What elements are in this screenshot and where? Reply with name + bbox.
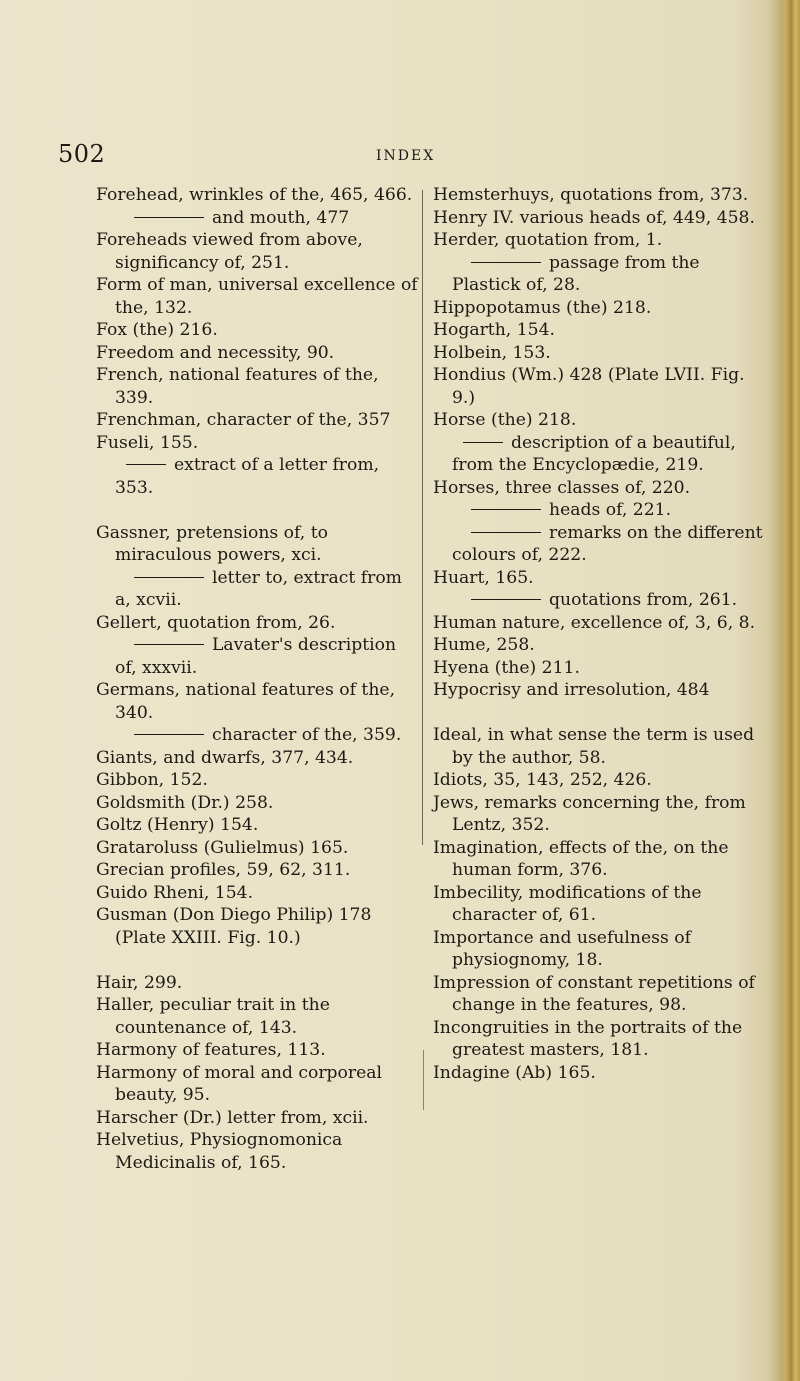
index-subentry [96,207,421,230]
index-subentry [433,252,773,297]
index-subentry [433,589,773,612]
entry-text: Helvetius, Physiognomonica Medicinalis of, 165. [96,1130,343,1173]
index-subentry [96,724,421,747]
ditto-rule [134,217,204,218]
ditto-rule [134,577,204,578]
entry-text: Goltz (Henry) 154. [96,815,259,835]
column-divider [422,190,423,845]
entry-text: Imagination, effects of the, on the human form, 376. [433,837,729,880]
index-entry [433,364,773,409]
index-entry [433,792,773,837]
index-entry [433,769,773,792]
entry-text: Incongruities in the portraits of the greatest masters, 181. [433,1017,743,1060]
entry-text: Hyena (the) 211. [433,657,580,678]
index-entry [433,972,773,1017]
index-entry [433,634,773,657]
section-gap [96,949,421,972]
entry-text: letter to, extract from a, xcvii. [115,567,402,610]
index-entry [433,612,773,635]
column-divider-lower [423,1050,424,1110]
index-entry [433,724,773,769]
entry-text: remarks on the different colours of, 222. [452,522,763,565]
index-entry [433,1062,773,1085]
entry-text: Form of man, universal excellence of the, 132. [96,275,418,318]
entry-text: Grecian profiles, 59, 62, 311. [96,860,351,880]
ditto-rule [471,509,541,510]
index-entry [433,882,773,927]
entry-text: Guido Rheni, 154. [96,882,254,903]
index-entry [433,477,773,500]
right-index-column [427,184,773,1084]
index-entry [96,882,421,905]
entry-text: extract of a letter from, 353. [115,455,380,498]
entry-text: Idiots, 35, 143, 252, 426. [433,770,652,790]
index-entry [96,409,421,432]
entry-text: Hondius (Wm.) 428 (Plate LVII. Fig. 9.) [433,365,745,408]
entry-text: Forehead, wrinkles of the, 465, 466. [96,185,413,205]
ditto-rule [471,532,541,533]
ditto-rule [134,734,204,735]
entry-text: Freedom and necessity, 90. [96,342,335,363]
index-entry [433,567,773,590]
ditto-rule [134,644,204,645]
index-subentry [96,567,421,612]
index-subentry [96,634,421,679]
running-head: INDEX [376,148,436,164]
index-entry [433,837,773,882]
index-entry [433,319,773,342]
entry-text: Harmony of features, 113. [96,1040,326,1060]
entry-text: Impression of constant repetitions of change in the features, 98. [433,972,755,1015]
index-subentry [433,432,773,477]
index-subentry [433,522,773,567]
index-entry [96,274,421,319]
entry-text: Indagine (Ab) 165. [433,1062,596,1083]
entry-text: Human nature, excellence of, 3, 6, 8. [433,612,756,633]
ditto-rule [471,599,541,600]
page-number: 502 [58,140,106,168]
entry-text: Goldsmith (Dr.) 258. [96,792,274,813]
entry-text: Hippopotamus (the) 218. [433,297,652,318]
index-entry [433,342,773,365]
index-entry [96,612,421,635]
index-entry [96,1129,421,1174]
index-entry [96,679,421,724]
entry-text: Ideal, in what sense the term is used by the author, 58. [433,725,755,768]
index-subentry [96,454,421,499]
entry-text: Horses, three classes of, 220. [433,477,691,498]
entry-text: quotations from, 261. [549,590,738,610]
entry-text: Horse (the) 218. [433,410,577,430]
index-entry [433,207,773,230]
entry-text: Holbein, 153. [433,342,551,363]
index-entry [433,297,773,320]
ditto-rule [126,464,166,465]
entry-text: Hume, 258. [433,635,535,655]
index-entry [96,364,421,409]
entry-text: Haller, peculiar trait in the countenance of, 143. [96,995,330,1038]
index-entry [96,229,421,274]
entry-text: Gusman (Don Diego Philip) 178 (Plate XXIII. Fig. 10.) [96,905,372,948]
entry-text: Frenchman, character of the, 357 [96,410,391,430]
entry-text: Gibbon, 152. [96,770,208,790]
index-subentry [433,499,773,522]
section-gap [433,702,773,725]
page-header [58,140,758,170]
entry-text: Henry IV. various heads of, 449, 458. [433,207,755,228]
section-gap [96,499,421,522]
entry-text: Huart, 165. [433,567,534,588]
entry-text: Hypocrisy and irresolution, 484 [433,680,710,700]
entry-text: passage from the Plastick of, 28. [452,252,700,295]
entry-text: Importance and usefulness of physiognomy, 18. [433,927,691,970]
index-entry [96,837,421,860]
entry-text: Hogarth, 154. [433,320,555,340]
index-entry [96,994,421,1039]
index-entry [96,319,421,342]
entry-text: French, national features of the, 339. [96,365,379,408]
index-entry [96,1107,421,1130]
index-entry [433,184,773,207]
entry-text: Hemsterhuys, quotations from, 373. [433,185,749,205]
entry-text: Herder, quotation from, 1. [433,230,663,250]
entry-text: Giants, and dwarfs, 377, 434. [96,747,354,768]
left-index-column [96,184,421,1174]
index-entry [433,409,773,432]
index-entry [96,1062,421,1107]
index-entry [96,184,421,207]
index-entry [96,859,421,882]
entry-text: Imbecility, modifications of the character of, 61. [433,882,702,925]
index-entry [96,1039,421,1062]
index-entry [433,927,773,972]
entry-text: Gellert, quotation from, 26. [96,612,336,633]
entry-text: and mouth, 477 [212,207,350,228]
entry-text: Foreheads viewed from above, significancy of, 251. [96,230,363,273]
ditto-rule [463,442,503,443]
entry-text: Harmony of moral and corporeal beauty, 95. [96,1062,383,1105]
entry-text: description of a beautiful, from the Encyclopædie, 219. [452,432,736,475]
entry-text: Fuseli, 155. [96,432,199,453]
index-entry [96,747,421,770]
entry-text: Germans, national features of the, 340. [96,680,396,723]
index-entry [96,432,421,455]
index-entry [96,904,421,949]
entry-text: Harscher (Dr.) letter from, xcii. [96,1107,369,1128]
index-entry [96,792,421,815]
entry-text: Fox (the) 216. [96,320,218,340]
entry-text: Jews, remarks concerning the, from Lentz, 352. [433,792,746,835]
index-entry [433,657,773,680]
entry-text: heads of, 221. [549,500,672,520]
index-entry [433,229,773,252]
index-entry [96,342,421,365]
index-entry [96,522,421,567]
entry-text: Gassner, pretensions of, to miraculous powers, xci. [96,522,328,565]
page-edge [778,0,800,1381]
entry-text: Lavater's description of, xxxvii. [115,635,397,678]
ditto-rule [471,262,541,263]
entry-text: Grataroluss (Gulielmus) 165. [96,837,349,858]
index-entry [433,679,773,702]
index-entry [96,972,421,995]
entry-text: Hair, 299. [96,972,183,993]
index-entry [433,1017,773,1062]
entry-text: character of the, 359. [212,725,402,745]
index-entry [96,814,421,837]
index-entry [96,769,421,792]
